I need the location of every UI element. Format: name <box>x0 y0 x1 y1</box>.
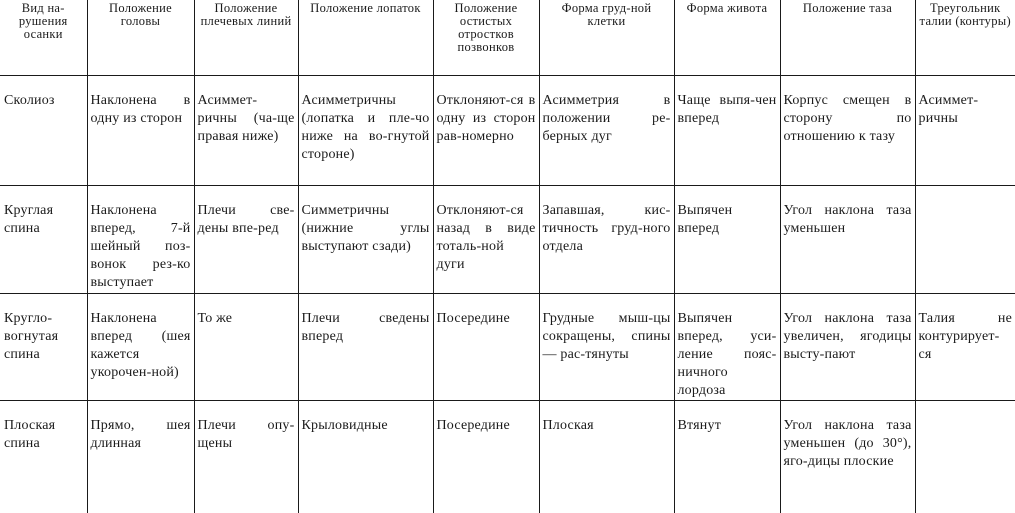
cell-shoulder-lines: Плечи опу-щены <box>194 400 298 513</box>
cell-abdomen-shape: Выпячен вперед <box>674 185 780 293</box>
header-chest-shape: Форма груд-ной клетки <box>539 0 674 75</box>
cell-disorder-type: Сколиоз <box>0 75 87 185</box>
cell-shoulder-lines: Асиммет-ричны (ча-ще правая ниже) <box>194 75 298 185</box>
cell-head-position: Прямо, шея длинная <box>87 400 194 513</box>
cell-spinous-processes: Отклоняют-ся в одну из сторон рав-номерно <box>433 75 539 185</box>
cell-shoulder-blades: Крыловидные <box>298 400 433 513</box>
cell-abdomen-shape: Втянут <box>674 400 780 513</box>
cell-abdomen-shape: Чаще выпя-чен вперед <box>674 75 780 185</box>
cell-disorder-type: Круглая спина <box>0 185 87 293</box>
cell-chest-shape: Грудные мыш-цы сокращены, спины — рас-тянуты <box>539 293 674 400</box>
cell-shoulder-lines: То же <box>194 293 298 400</box>
cell-disorder-type: Плоская спина <box>4 417 56 451</box>
cell-waist-triangle <box>915 400 1015 513</box>
cell-chest-shape: Плоская <box>539 400 674 513</box>
cell-waist-triangle: Талия не контурирует-ся <box>915 293 1015 400</box>
cell-shoulder-lines: Плечи све-дены впе-ред <box>194 185 298 293</box>
header-shoulder-lines: Положение плечевых линий <box>194 0 298 75</box>
header-pelvis-position: Положение таза <box>780 0 915 75</box>
table-row <box>0 293 1015 400</box>
header-spinous-processes: Положение остистых отростков позвонков <box>433 0 539 75</box>
cell-head-position: Наклонена в одну из сторон <box>87 75 194 185</box>
header-abdomen-shape: Форма живота <box>674 0 780 75</box>
cell-shoulder-blades: Плечи сведены вперед <box>298 293 433 400</box>
cell-waist-triangle <box>915 185 1015 293</box>
cell-spinous-processes: Посередине <box>433 400 539 513</box>
cell-pelvis-position: Угол наклона таза уменьшен (до 30°), яго-дицы плоские <box>780 400 915 513</box>
cell-shoulder-blades: Симметричны (нижние углы выступают сзади) <box>298 185 433 293</box>
cell-spinous-processes: Отклоняют-ся назад в виде тоталь-ной дуги <box>433 185 539 293</box>
header-waist-triangle: Треугольник талии (контуры) <box>915 0 1015 75</box>
cell-waist-triangle: Асиммет-ричны <box>915 75 1015 185</box>
cell-spinous-processes: Посередине <box>433 293 539 400</box>
cell-head-position: Наклонена вперед (шея кажется укорочен-ной) <box>87 293 194 400</box>
cell-chest-shape: Асимметрия в положении ре-берных дуг <box>539 75 674 185</box>
table-row <box>0 75 1015 185</box>
cell-head-position: Наклонена вперед, 7-й шейный поз-вонок рез-ко выступает <box>87 185 194 293</box>
table-row <box>0 185 1015 293</box>
cell-shoulder-blades: Асимметричны (лопатка и пле-чо ниже на во-гнутой стороне) <box>298 75 433 185</box>
cell-disorder-type: Кругло-вогнутая спина <box>0 293 87 400</box>
cell-pelvis-position: Угол наклона таза уменьшен <box>780 185 915 293</box>
cell-pelvis-position: Корпус смещен в сторону по отношению к тазу <box>780 75 915 185</box>
cell-chest-shape: Запавшая, кис-тичность груд-ного отдела <box>539 185 674 293</box>
table-header-row <box>0 0 1015 75</box>
cell-abdomen-shape: Выпячен вперед, уси-ление пояс-ничного лордоза <box>674 293 780 400</box>
cell-pelvis-position: Угол наклона таза увеличен, ягодицы высту-пают <box>780 293 915 400</box>
header-disorder-type: Вид на-рушения осанки <box>0 0 87 75</box>
header-head-position: Положение головы <box>87 0 194 75</box>
header-shoulder-blades: Положение лопаток <box>298 0 433 75</box>
table-row <box>0 400 1015 513</box>
